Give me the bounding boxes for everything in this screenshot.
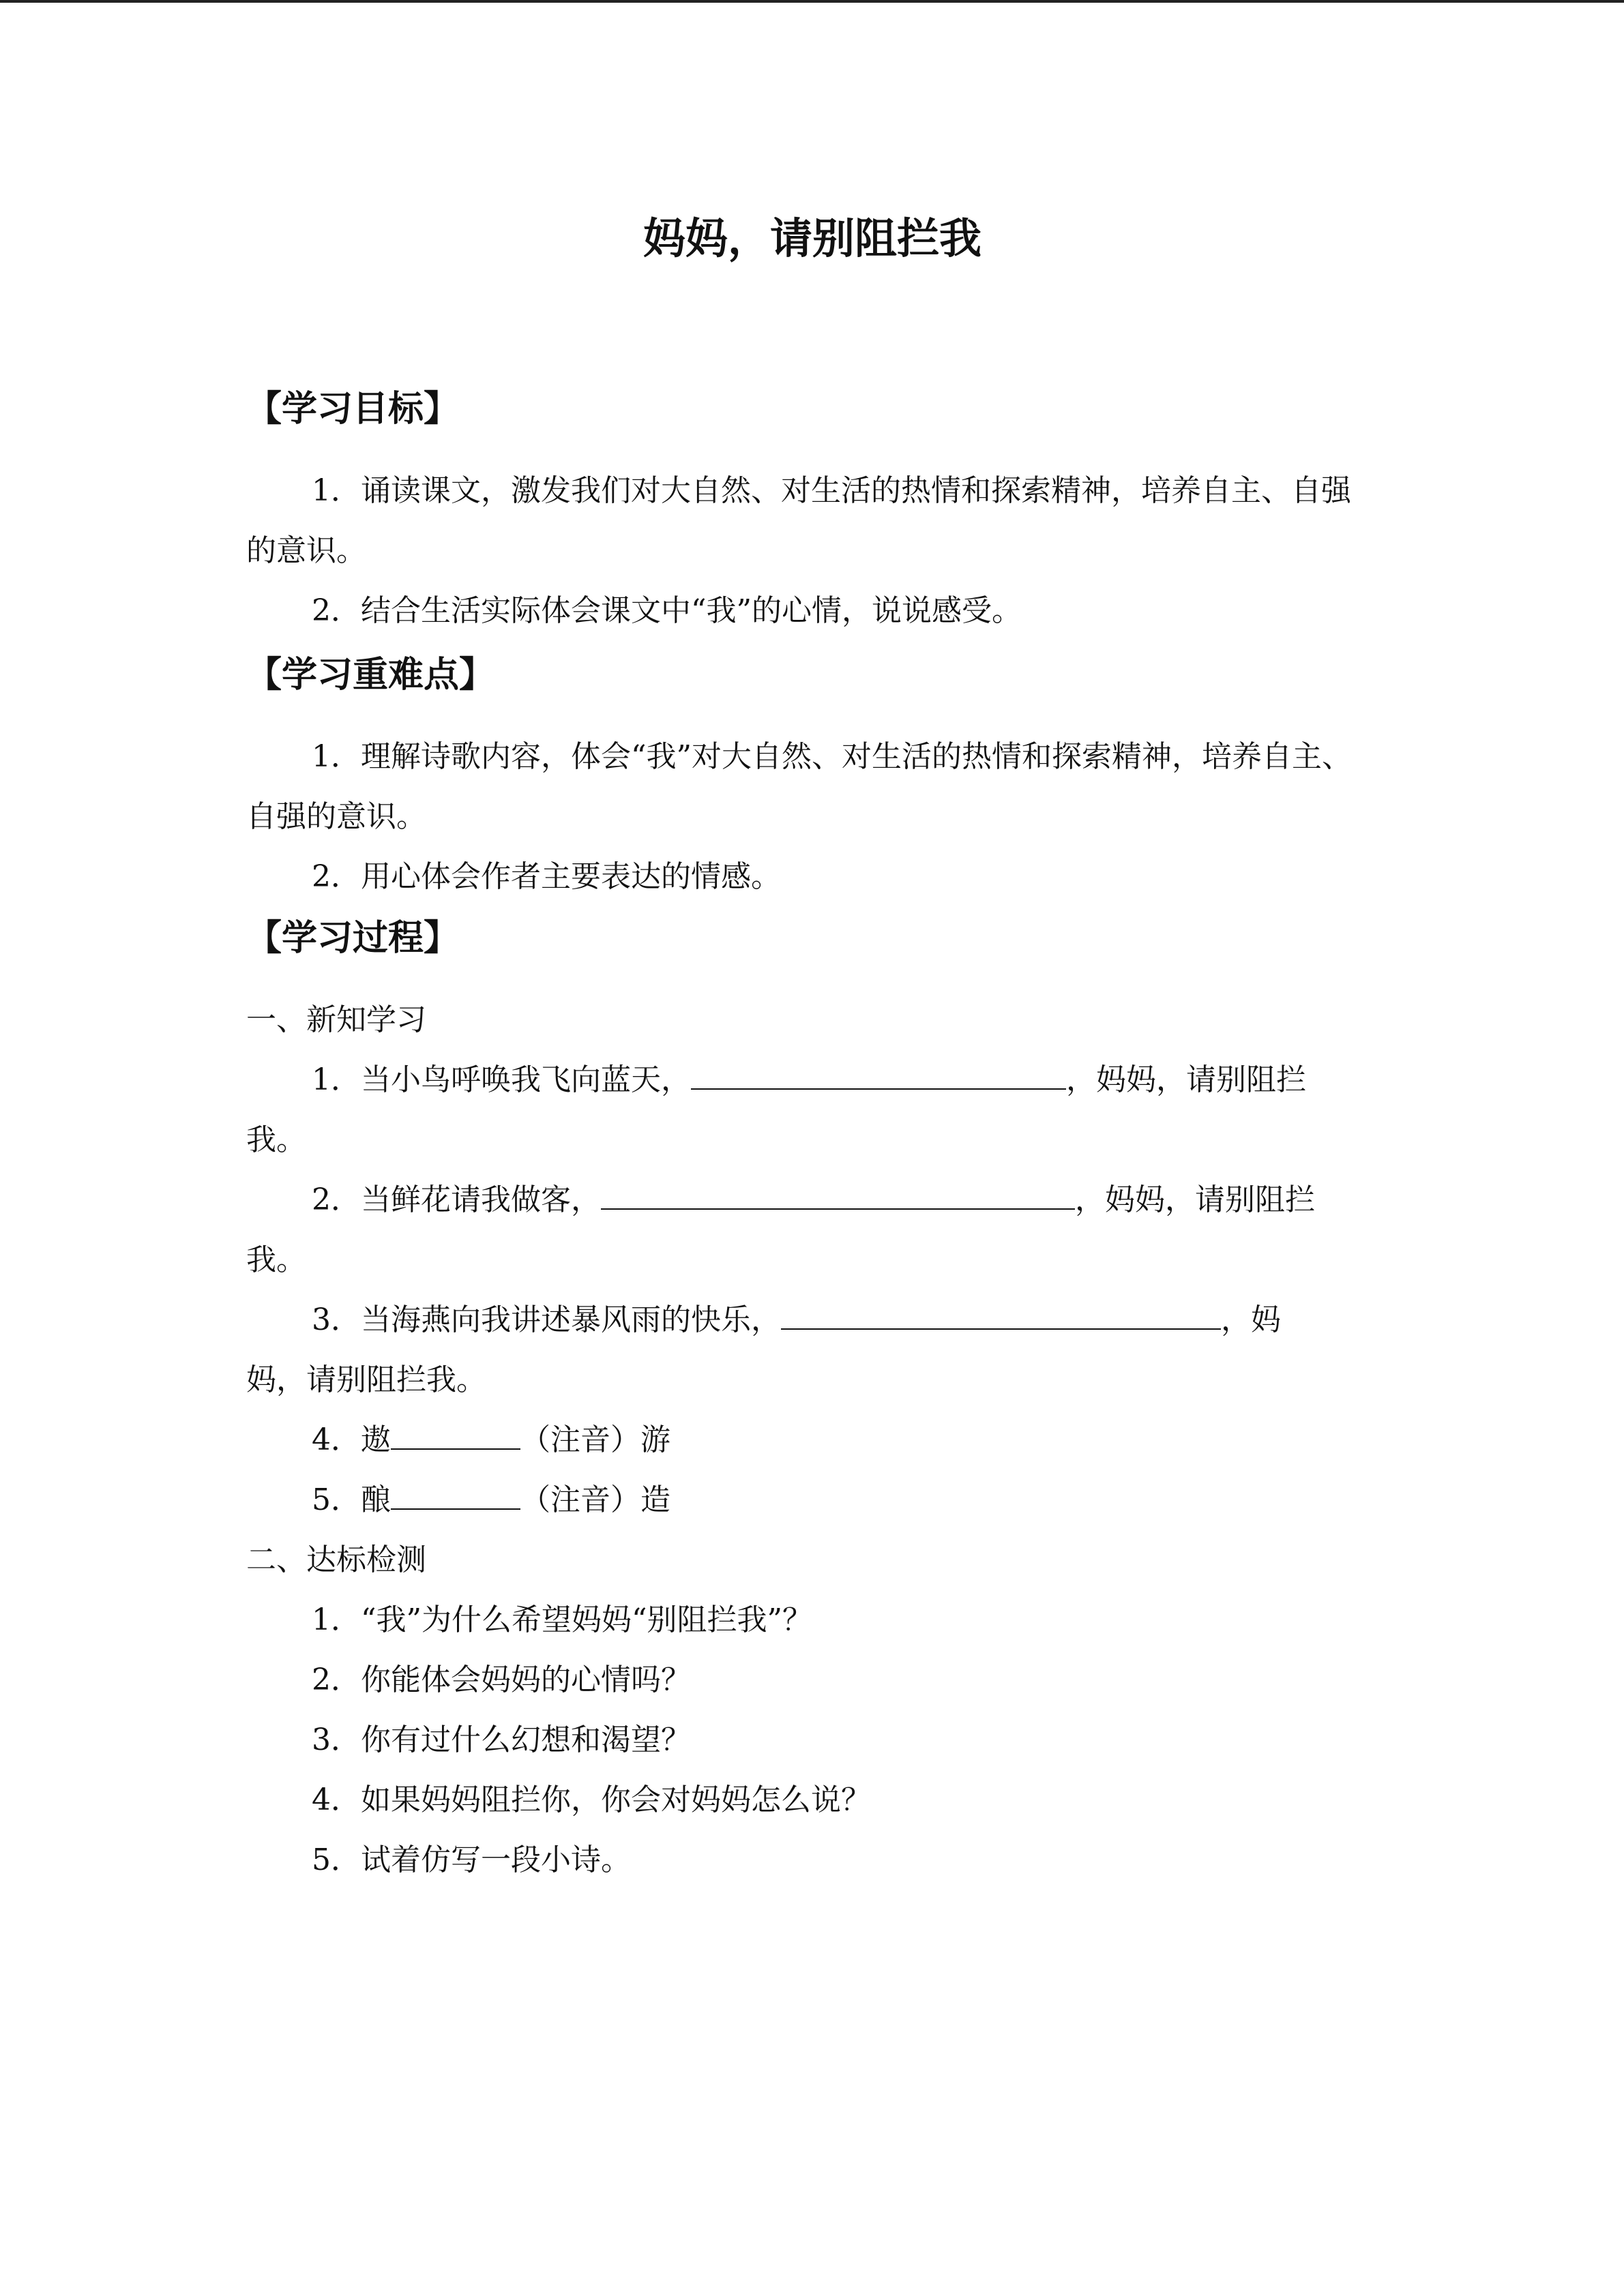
objective-item: 1．诵读课文，激发我们对大自然、对生活的热情和探索精神，培养自主、自强的意识。 — [246, 473, 1351, 568]
pinyin-question-5 — [312, 1470, 670, 1530]
subsection-heading-assessment: 二、达标检测 — [246, 1542, 426, 1577]
question-wrap-text: 我。 — [246, 1242, 306, 1277]
top-border — [0, 0, 1624, 3]
question-text: ，妈 — [1221, 1302, 1281, 1337]
question-text: （注音）造 — [520, 1482, 670, 1517]
assessment-item: 2．你能体会妈妈的心情吗？ — [312, 1663, 691, 1697]
question-text: 1．当小鸟呼唤我飞向蓝天， — [312, 1062, 691, 1097]
fill-question-1 — [312, 1050, 1306, 1110]
question-text: 5．酿 — [312, 1482, 391, 1517]
assessment-item: 5．试着仿写一段小诗。 — [312, 1843, 631, 1877]
assessment-item: 1．“我”为什么希望妈妈“别阻拦我”？ — [312, 1602, 812, 1637]
document-title: 妈妈，请别阻拦我 — [643, 213, 981, 263]
fill-question-2 — [312, 1170, 1315, 1230]
section-heading-objectives: 【学习目标】 — [246, 389, 460, 430]
fill-question-3 — [312, 1290, 1281, 1350]
assessment-item: 3．你有过什么幻想和渴望？ — [312, 1723, 691, 1757]
answer-blank[interactable] — [691, 1058, 1066, 1090]
question-text: ，妈妈，请别阻拦 — [1075, 1182, 1315, 1217]
key-point-item: 1．理解诗歌内容，体会“我”对大自然、对生活的热情和探索精神，培养自主、自强的意识。 — [246, 739, 1352, 834]
question-wrap-text: 我。 — [246, 1122, 306, 1157]
answer-blank[interactable] — [391, 1418, 520, 1450]
question-text: （注音）游 — [520, 1422, 670, 1457]
pinyin-question-4 — [312, 1410, 670, 1470]
question-text: 2．当鲜花请我做客， — [312, 1182, 601, 1217]
answer-blank[interactable] — [391, 1478, 520, 1510]
answer-blank[interactable] — [601, 1178, 1075, 1210]
objective-item: 2．结合生活实际体会课文中“我”的心情，说说感受。 — [312, 593, 1022, 628]
section-heading-key-points: 【学习重难点】 — [246, 655, 495, 696]
question-wrap-text: 妈，请别阻拦我。 — [246, 1362, 486, 1397]
question-text: 3．当海燕向我讲述暴风雨的快乐， — [312, 1302, 781, 1337]
section-heading-process: 【学习过程】 — [246, 918, 460, 959]
key-point-item: 2．用心体会作者主要表达的情感。 — [312, 859, 781, 894]
assessment-item: 4．如果妈妈阻拦你，你会对妈妈怎么说？ — [312, 1783, 871, 1817]
question-text: ，妈妈，请别阻拦 — [1066, 1062, 1306, 1097]
question-text: 4．遨 — [312, 1422, 391, 1457]
answer-blank[interactable] — [781, 1298, 1221, 1330]
subsection-heading-new-knowledge: 一、新知学习 — [246, 1002, 426, 1037]
